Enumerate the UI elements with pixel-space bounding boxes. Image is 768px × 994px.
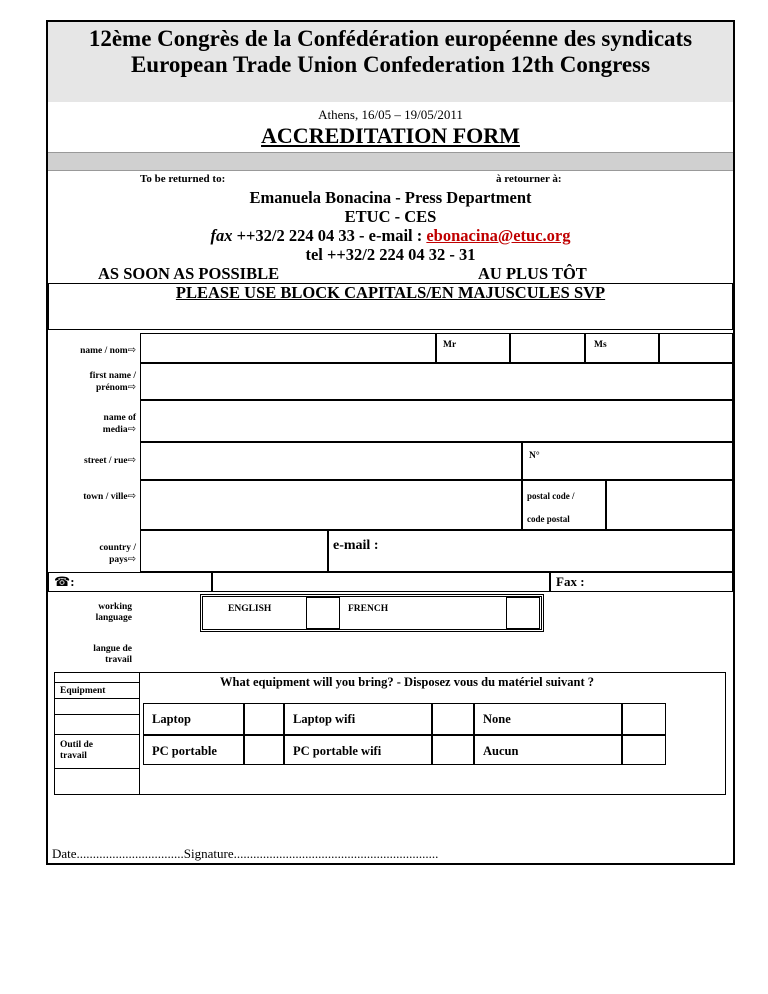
fax-email-line	[48, 226, 733, 246]
equipment-rule	[54, 734, 139, 735]
pc-portable-checkbox[interactable]	[244, 735, 284, 765]
french-checkbox[interactable]	[506, 597, 540, 629]
english-label: ENGLISH	[228, 604, 272, 614]
arrow-icon: ⇨	[127, 382, 136, 393]
langue-travail-label	[52, 644, 132, 666]
postal-code-input[interactable]	[606, 480, 733, 530]
name-label-text: name / nom	[80, 346, 128, 356]
number-input[interactable]	[522, 442, 733, 480]
laptop-label: Laptop	[152, 712, 191, 726]
option-pc-portable	[143, 735, 244, 765]
title-english: European Trade Union Confederation 12th Congress	[130, 52, 651, 77]
phone-label	[54, 574, 75, 590]
aucun-checkbox[interactable]	[622, 735, 666, 765]
option-aucun	[474, 735, 622, 765]
name-input[interactable]	[140, 333, 436, 363]
date-field[interactable]: Date.................................	[52, 846, 184, 861]
arrow-icon: ⇨	[127, 424, 136, 435]
tel-line: tel ++32/2 224 04 32 - 31	[305, 245, 476, 264]
fax-label: Fax :	[556, 574, 585, 589]
block-capitals-note: PLEASE USE BLOCK CAPITALS/EN MAJUSCULES SVP	[175, 283, 606, 302]
first-name-label-1: first name /	[89, 371, 136, 381]
return-label-fr: à retourner à:	[496, 173, 562, 185]
return-label-en: To be returned to:	[140, 173, 226, 185]
country-input[interactable]	[140, 530, 328, 572]
option-none	[474, 703, 622, 735]
postal-label-1: postal code /	[527, 491, 575, 501]
town-label	[52, 491, 136, 503]
equipment-question: What equipment will you bring? - Disposez vous du matériel suivant ?	[220, 675, 594, 689]
wl-label-1: working	[98, 602, 132, 612]
option-pc-portable-wifi	[284, 735, 432, 765]
town-label-text: town / ville	[83, 492, 128, 502]
working-language-label	[52, 602, 132, 624]
lt-label-1: langue de	[93, 644, 132, 654]
equipment-rule	[54, 682, 139, 683]
asap-fr: AU PLUS TÔT	[478, 264, 587, 283]
pc-portable-label: PC portable	[152, 744, 217, 758]
ms-checkbox[interactable]	[659, 333, 733, 363]
phone-icon: ☎	[54, 575, 71, 590]
option-laptop	[143, 703, 244, 735]
street-label-text: street / rue	[84, 456, 128, 466]
country-label-2: pays	[109, 555, 128, 565]
first-name-input[interactable]	[140, 363, 733, 400]
postal-label-2: code postal	[527, 514, 570, 524]
number-label: N°	[529, 451, 540, 461]
pc-portable-wifi-label: PC portable wifi	[293, 744, 382, 758]
english-checkbox[interactable]	[306, 597, 340, 629]
outil-label	[60, 740, 93, 762]
mr-checkbox[interactable]	[510, 333, 585, 363]
place-date: Athens, 16/05 – 19/05/2011	[318, 107, 463, 122]
first-name-label	[52, 371, 136, 394]
contact-name: Emanuela Bonacina - Press Department	[249, 188, 532, 207]
option-laptop-wifi	[284, 703, 432, 735]
ms-label: Ms	[594, 340, 607, 350]
laptop-wifi-label: Laptop wifi	[293, 712, 356, 726]
media-label-2: media	[102, 425, 128, 435]
name-label	[52, 345, 136, 357]
arrow-icon: ⇨	[127, 455, 136, 466]
lt-label-2: travail	[105, 655, 132, 665]
mr-label: Mr	[443, 340, 457, 350]
email-label: e-mail :	[333, 538, 379, 553]
french-label: FRENCH	[348, 604, 389, 614]
street-input[interactable]	[140, 442, 522, 480]
pc-portable-wifi-checkbox[interactable]	[432, 735, 474, 765]
equipment-label: Equipment	[60, 686, 106, 696]
date-signature-line	[52, 846, 438, 862]
signature-field[interactable]: Signature...............................................................	[183, 846, 439, 861]
arrow-icon: ⇨	[127, 345, 136, 356]
phone-input[interactable]	[212, 572, 550, 592]
laptop-checkbox[interactable]	[244, 703, 284, 735]
fax-prefix: fax	[210, 226, 233, 245]
country-label-1: country /	[99, 543, 136, 553]
country-label	[52, 543, 136, 566]
title-french: 12ème Congrès de la Confédération européenne des syndicats	[88, 26, 693, 51]
equipment-rule	[54, 714, 139, 715]
none-checkbox[interactable]	[622, 703, 666, 735]
media-input[interactable]	[140, 400, 733, 442]
title-mr[interactable]	[436, 333, 510, 363]
form-title: ACCREDITATION FORM	[261, 123, 520, 148]
town-input[interactable]	[140, 480, 522, 530]
wl-label-2: language	[95, 613, 132, 623]
arrow-icon: ⇨	[127, 491, 136, 502]
laptop-wifi-checkbox[interactable]	[432, 703, 474, 735]
fax-number: ++32/2 224 04 33 - e-mail :	[232, 226, 427, 245]
street-label	[52, 455, 136, 467]
equipment-rule	[54, 768, 139, 769]
equipment-rule	[54, 698, 139, 699]
arrow-icon: ⇨	[127, 554, 136, 565]
phone-colon: :	[70, 574, 75, 589]
media-label-1: name of	[103, 413, 136, 423]
asap-en: AS SOON AS POSSIBLE	[98, 264, 280, 283]
aucun-label: Aucun	[483, 744, 519, 758]
equipment-divider	[139, 672, 140, 795]
organisation: ETUC - CES	[344, 207, 437, 226]
email-link[interactable]: ebonacina@etuc.org	[426, 226, 571, 245]
outil-label-2: travail	[60, 751, 87, 761]
first-name-label-2: prénom	[95, 383, 128, 393]
grey-band	[48, 152, 733, 171]
none-label: None	[483, 712, 511, 726]
media-label	[52, 413, 136, 436]
outil-label-1: Outil de	[60, 740, 93, 750]
email-input[interactable]	[328, 530, 733, 572]
title-ms[interactable]	[585, 333, 659, 363]
